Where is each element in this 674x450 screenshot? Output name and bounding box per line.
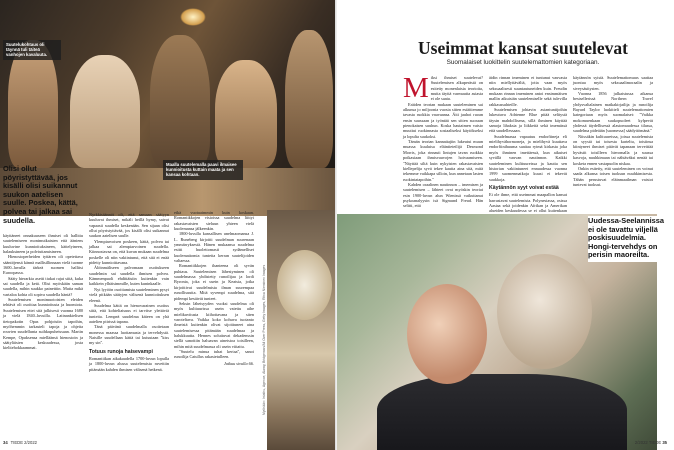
caption-mid: Maalla suutelemalla paavi ilmaisee kunnioitusta kuttain maata ja sen kansaa kohtaan. [163,160,243,180]
lead-text: iksi ihmiset suutelevat? Suutelemisen alkuperästä on esitetty monenlaisia teorioita, mutta täyttä varmuutta asiasta ei ole saatu. [430,75,483,102]
page-number: 34 [3,440,8,445]
left-column-3 [174,210,254,366]
subheading: Totuus runoja haisevampi [89,348,153,355]
paragraph: Eräiden teorian mukaan suuteleminen sai alkunsa jo miljoonia vuosia sitten esiäitiemme tavasta ruokkia vauvaansa. Äiti jauhoi ruoan ensin suussaan ja työntää sen sitten suoraan pienokaisen suuhun. Koska hautaimen vaisto muuttui ruokinnasta sosiaaliseksi käytökseksi ja lopulta suukoksi. [403,101,483,139]
paragraph: Sääty hierarkia asetti tiukat rajat siitä, kuka sai suudella ja ketä. Olisi myöskään saman suudella, mihin suukko painettiin. Mutta mikä vartaloa kohta oli sopiva suudella häntä? [3,275,83,297]
paragraph: Romantiikan aikakaudella 1700-luvun lopulla ja 1800-luvun alussa suutelemista ruvettiin pitämään kahden ihmisen välisenä hetkenä. [89,356,169,372]
right-column-3 [573,75,653,187]
elderly-couple-photo-left [267,210,337,450]
paragraph: käytännön syistä. Suutelemattomuus saattaa juontua myös seksuaalimoraalin ja siveysäsitysten. [573,75,653,91]
folio-right [635,440,670,445]
continued-note: Jatkuu sivulla 66. [223,360,254,366]
left-column-1 [3,233,83,351]
paragraph: Seksin läheisyyden vuoksi suudelma oli myös kulttuurissa usein vaiettu aihe mielikuvitusta kiihottavana ja siten varoteltava. Vaikka koko kohuva tuotanto ilmeistä kuitenkin olivat sijoittuneet aina suutelemisessa pitämään suudelmaa ja halukkuutta. Hennes soluttuvat dekadenssin siellä sanottiin haluavan aineistoa toisilleen, mihin mitä suudelmassa oli usein viitattu. [174,300,254,349]
paragraph: Ei ole ihme, että useimmat maapallon kansat harrastavat suutelemista. Polynesiassa, osissa Aasiaa sekä joidenkin Afrikan ja Amerikan alueiden keskuudessa se ei ollut kuitenkaan [489,192,567,214]
right-page [337,0,674,450]
paragraph: Tämän teorian kannattajiin lukeutui muun muassa kuuluisa eläintieteilijä Desmond Morris, joka rinnasti lintujen tavan ruokkia poikasiaan ihmisvauvojen hoivaamiseen. "Näyttää siltä kuin nykyisten rakastavaisten kiellepelija syvä tekee kautta aina sitä, mitä tekemme vaikkapa silloin, kun annetaan lasten ruokintatapoihin." [403,139,483,182]
paragraph: Nyrkkisäännöt oli, että samaan säätyyn kuuluvat ihmiset, mikäli heillä hymy, saivat vapaasti suudella keskenään. Sen sijaan olisi ollut pöyristyttävää, jos kisälli olisi suikannut suukon aatelisen suulle. [89,212,169,239]
paragraph: Älöinmäliseen palvomaan osoitukseen suudelmin sai suudella ihmisen polvea. Kämmenpuoli ehdittäisiin kuitenkin vain kaikkein ylhäisimmille, kuten kuninkaalle. [89,265,169,287]
paragraph: Kahden oraalinen nautinnon – imemisen ja suutelemisen – lähteet ovat myöskin teoriat esin 1900-luvun alun Wienissä vaikuttanut psykoanalyysin isä Sigmund Freud. Hän selitti, että [403,181,483,209]
historical-kiss-painting [0,0,337,168]
folio-label: 2/2022 TIEDE [634,440,662,445]
drop-cap: M [403,72,429,104]
folio-label: TIEDE 2/2022 [10,440,37,445]
pullquote-left: Olisi ollut pöyristyttävää, jos kisälli olisi suikannut suukon aatelisen suulle. Poskea, kättä, polvea tai jalkaa sai suudella. [3,164,78,225]
paragraph: Nyt lyyöön osoittamista suuteleminen pysyi vielä pitkään säätyjen välisenä kunnioituksen eleenä. [89,286,169,303]
paragraph: Suudelmassa vapautuu endorfiineja eli mielihyvähormoneja, ja mielihyvä kuuttava endorfiinihuuma saattaa rytmä kirkasta joka myös ihminen imettäessä, kun aikuiset syvällä vauvan nautinnon. Kaikki suuteleminen kulttuureissa ja kautta sen historian vakiintuneet ennuudessa vuonna 1999 suomenmatkoja kuusi ei tekevät suukkoja. [489,133,567,182]
paragraph: Suutelemisen monimuotoisten eleiden tehtävä oli osoittaa kunnioitusta ja huomiota. Suutelemisen ettei sitä julkisesti vuonna 1680 ja vielä 1840–luvuilla. Latinankielisen tietopakotin Opas pohjoisiin tapoihin, myöhemmin tarkasteli tapoja ja ohjeita rouvien suudellunta suihkupuheissaan. Martin Kempe, Opuksensa mielläänsä hienostoin ja säätyläisten keskuudessa, josta kielitehokkaammat. [3,297,83,351]
paragraph: "Suutelu minua tuhat kertaa", sanoi runoilija Catullus rakastetulleen. [174,348,254,360]
paragraph: Niissäkin kulttuureissa, joissa suutelemista on syystä tai toisesta karteltu, toisiinsa kiintyneet ihmiset pitävät tapanaan terveittää hyvästit toisilleen hieromalla ja suussa kasvoja, nuuhkimaan tai nähtäväksi nenää tai kosketa ennen vastapuolin niskaa. [573,133,653,166]
lead-paragraph [403,72,483,104]
left-column-2 [89,212,169,372]
paragraph: Tänä päivänä suudelmalla osoitetaan monessa maassa luottamusta ja tervehdystä. Naisille suudellaan kättä tai kutsutaan "kiss my sin". [89,324,169,346]
article-deck: Suomalaiset luokittelin suutelemattomien kategoriaan. [446,59,600,66]
right-column-1 [403,72,483,209]
paragraph: Suudelma kättä on hienovarainen osoitus siitä, että kohteliaisuus ei tarvitse ylettäviä tunteita. Lempeä suudelma käteen on yhä aatelien piirissä tapana. [89,302,169,324]
page-number: 35 [662,440,667,445]
paragraph: Onkin esitetty, että suuteleminen on voinut saada alkunsa toisen tuoksun nuuhkimisesta. Tähän perustuvat eläinmaailman vaistot tuntevat tuoksut. [573,165,653,187]
paragraph: 1800-luvulla kansallisen unelmaomansa J. L. Runeberg kirjoitti suudelman suurenaan ymmärryksestä. Hänen mukaansa suudelma esitti huolettomasti sydämelliset kuolemattomia tunteita kerran suutelijoiden valtaessa. [174,231,254,264]
folio-left [3,440,37,445]
photo-credit-text: Myöhään: Intathu, Agence, Alamy, Bridgeman/All Over Press, Getty Images, Ritva Nieminen Images [262,264,266,415]
paragraph: Suutelemisen johtavin asiantuntijoihin lukeutuva Adrienne Blue pitää selitystä täysin mahdollisena, sillä ihminen käyttää samoja lihaksia ja liikkeitä sekä imemässä että suudellessaan. [489,107,567,134]
paragraph: Vuonna 1856 julkaistussa aikansa bestsellerissä Northern Travel yhdysvaltalainen matkakirjailija ja runoilija Bayard Taylor luokitteli suutelemattomien kategoriaan myös suomalaiset: "Vaikka mokomuenkaan suukopuoleet kylpevät yhdessä täydellisessä alastomuudessa tilassa, suudelma pidetään [suomessa] säädyttömänä." [573,91,653,134]
right-column-2 [489,75,567,235]
pullquote-right: Uudessa-Seelannissa ei ole tavattu viljellä poskisuudelmia. Hongi-tervehdys on perisin maoreilta. [588,216,670,262]
paragraph: äidin rinnan imeminen et tuntunut vauvasta niin miellyttävältä, jotta vaan myös seksuaalisesti suuntautuneiden kuin. Freudin mukaan rinnan imeminen antoi ensimmäisen mallin aikuisiän suutelemiselle sekä tulevilla rakkaussuhteille. [489,75,567,107]
paragraph: eikä vuotuaimmin kuin koskaan. Romantikkojen visioissa suudelma liittyi rakastavaisten sieluun yhteen vielä kuolemansa jälkeenkin. [174,210,254,232]
paragraph: käyttäneet onnakuuseen ihmiset oli hallittu suutelemiseen monimutkaisten että ääniens kuuluvine kunnioituksineen, kättelyineen, halauksineen ja polviuttamisineen. [3,233,83,255]
paragraph: Hienostoperheiden tyttären oli opetettava sääntöjensä kännä mallisillinnaan vielä tuonne 1600–luvulla tärkeä suomen hallitsi Euroopassa. [3,254,83,276]
caption-top: Suutelukohtaus oli täynnä tuli täiteä vanhojen kavaluuta. [3,40,61,60]
article-headline: Useimmat kansat suutelevat [418,38,628,58]
subheading: Käytännön syyt voivat estää [489,184,559,191]
paragraph: Romantiikkojen ihanteena oli syvän puhtaus. Suutelemisen lähestyminen oli suudelmassa yhdistetty runoilijaa ja lordi Byronia, joka ei usein ja Keatsia, jotka kirjoittivat suudelmista ilman suurempaa runollisuutta. Mitä syvempi suudelma, sitä pidempi kestävät tunteet. [174,263,254,301]
paragraph: Ylempiarvoisen poskeen, kättä, polvea tai jalkaa sai alempiarvoinen suudella. Kiinnostavaa on, että kuvan mukaan suudelma poskelle oli niin vakiintunut, että sitä ei enää pidetty kunnioittavana. [89,238,169,266]
